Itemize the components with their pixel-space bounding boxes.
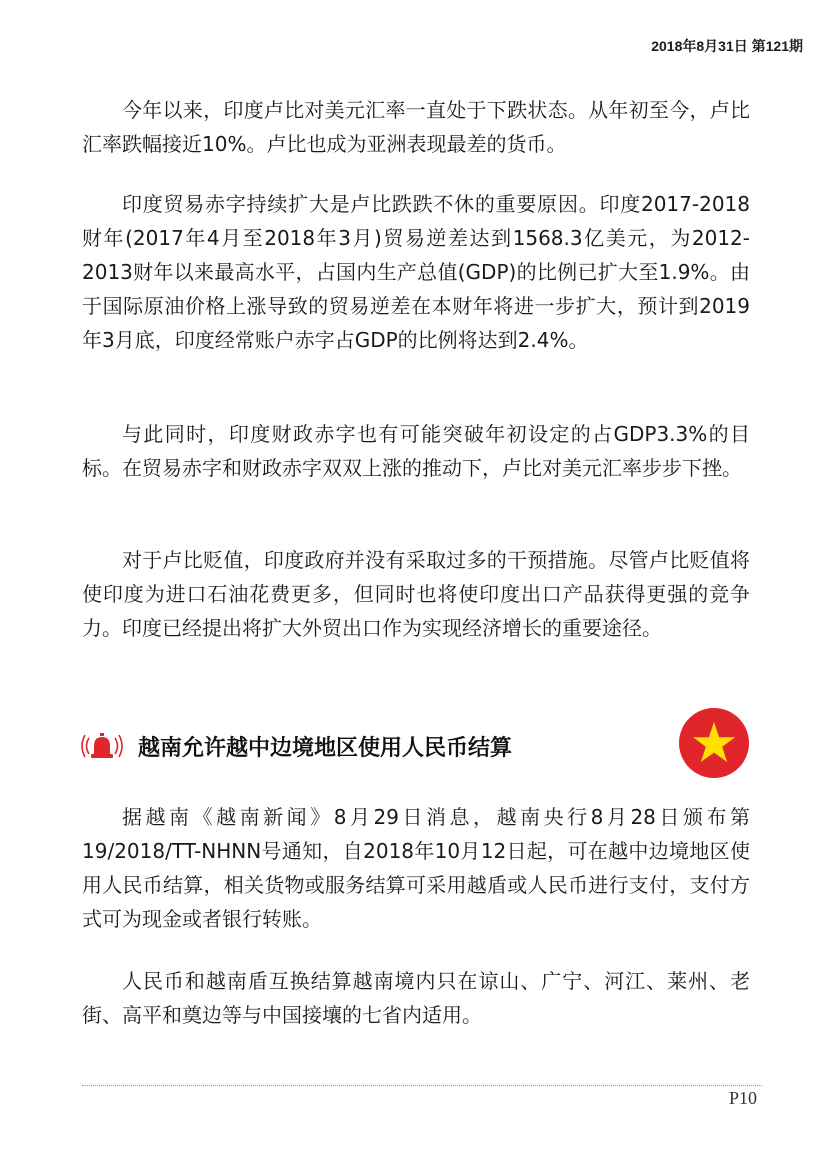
paragraph-trade-deficit: 印度贸易赤字持续扩大是卢比跌跌不休的重要原因。印度2017-2018财年(2017年4月至2018年3月)贸易逆差达到1568.3亿美元，为2012-2013财年以来最高水平，占国内生产总值(GDP)的比例已扩大至1.9%。由于国际原油价格上涨导致的贸易逆差在本财年将进一步扩大，预计到2019年3月底，印度经常账户赤字占GDP的比例将达到2.4%。 <box>82 192 750 352</box>
issue-date-header: 2018年8月31日 第121期 <box>651 38 803 54</box>
paragraph-government-response: 对于卢比贬值，印度政府并没有采取过多的干预措施。尽管卢比贬值将使印度为进口石油花费更多，但同时也将使印度出口产品获得更强的竞争力。印度已经提出将扩大外贸出口作为实现经济增长的重要途径。 <box>82 548 750 640</box>
footer-divider <box>82 1085 762 1086</box>
alarm-bell-icon <box>80 731 124 761</box>
section-title: 越南允许越中边境地区使用人民币结算 <box>138 735 513 761</box>
vietnam-flag-icon <box>679 708 749 778</box>
paragraph-fiscal-deficit: 与此同时，印度财政赤字也有可能突破年初设定的占GDP3.3%的目标。在贸易赤字和财政赤字双双上涨的推动下，卢比对美元汇率步步下挫。 <box>82 422 750 480</box>
paragraph-vietnam-notice: 据越南《越南新闻》8月29日消息，越南央行8月28日颁布第19/2018/TT-NHNN号通知，自2018年10月12日起，可在越中边境地区使用人民币结算，相关货物或服务结算可采用越盾或人民币进行支付，支付方式可为现金或者银行转账。 <box>82 805 750 931</box>
paragraph-rupee-decline: 今年以来，印度卢比对美元汇率一直处于下跌状态。从年初至今，卢比汇率跌幅接近10%。卢比也成为亚洲表现最差的货币。 <box>82 98 750 156</box>
page-number: P10 <box>728 1088 757 1108</box>
paragraph-vietnam-provinces: 人民币和越南盾互换结算越南境内只在谅山、广宁、河江、莱州、老街、高平和奠边等与中国接壤的七省内适用。 <box>82 969 750 1027</box>
section-heading <box>80 726 512 766</box>
